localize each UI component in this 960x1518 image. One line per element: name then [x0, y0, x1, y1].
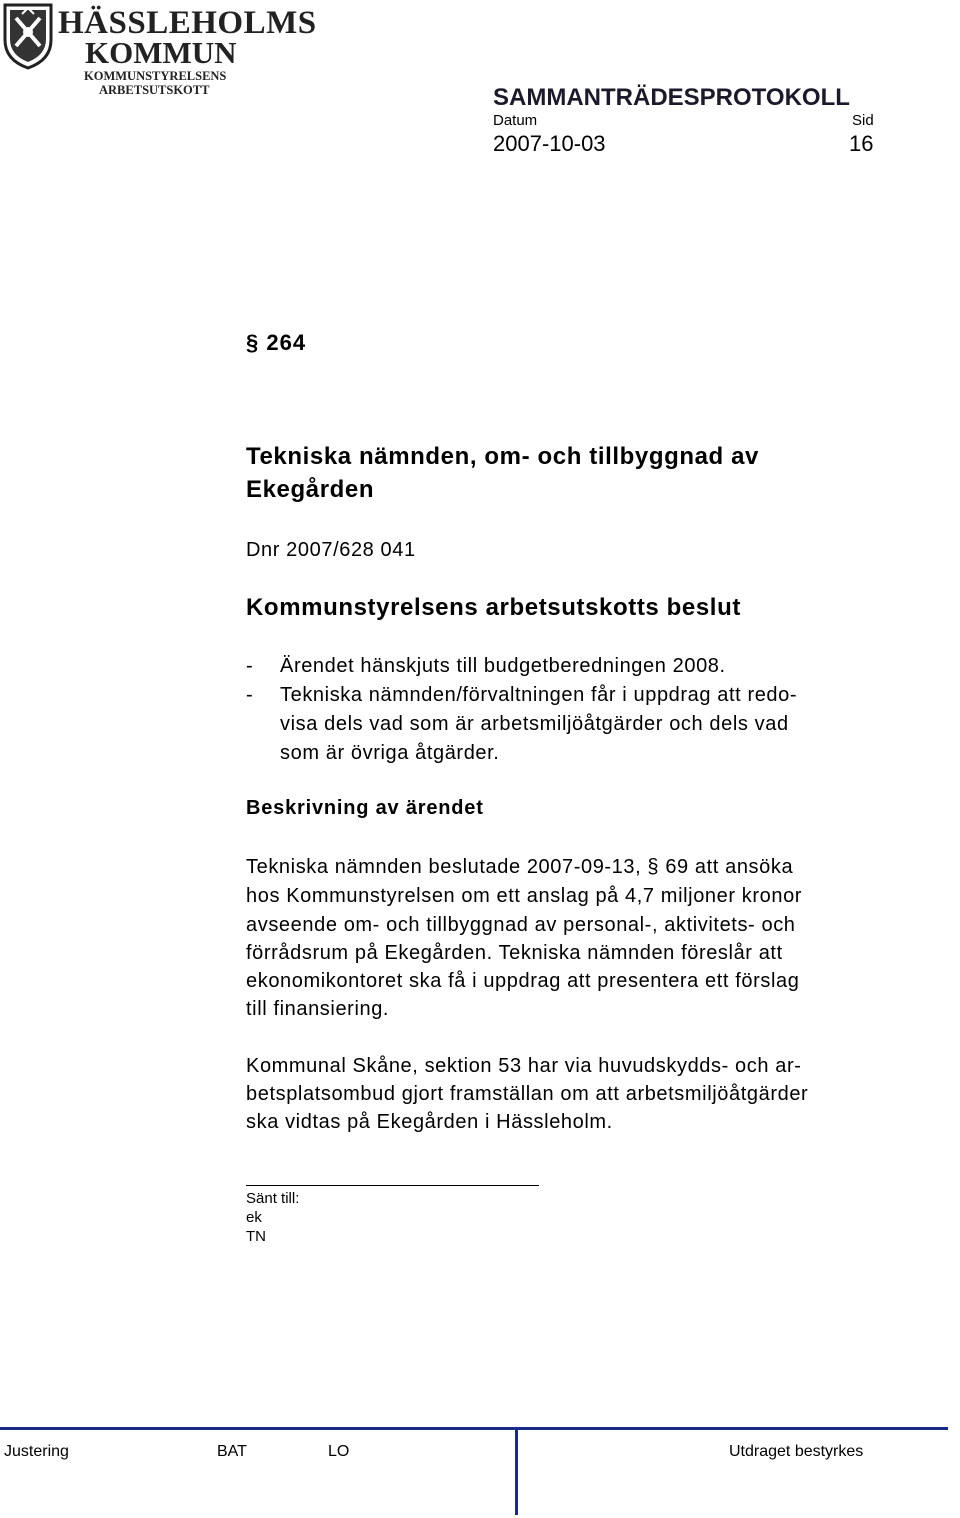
footer-divider: [515, 1427, 518, 1515]
date-value: 2007-10-03: [493, 131, 606, 156]
decision-item-2-line2: visa dels vad som är arbetsmiljöåtgärder och dels vad: [280, 713, 789, 735]
sent-to-recipient-2: TN: [246, 1228, 266, 1245]
description-p1-line5: ekonomikontoret ska få i uppdrag att presentera ett förslag: [246, 970, 800, 992]
description-p2-line2: betsplatsombud gjort framställan om att arbetsmiljöåtgärder: [246, 1083, 809, 1105]
sent-to-divider: [246, 1185, 539, 1186]
sent-to-recipient-1: ek: [246, 1209, 262, 1226]
org-name-line3: KOMMUNSTYRELSENS: [84, 69, 227, 83]
description-heading: Beskrivning av ärendet: [246, 797, 484, 819]
footer-signature-1: BAT: [217, 1443, 247, 1460]
sent-to-label: Sänt till:: [246, 1190, 300, 1207]
date-label: Datum: [493, 112, 538, 129]
org-name-line1: HÄSSLEHOLMS: [58, 5, 317, 41]
footer-signature-2: LO: [328, 1443, 350, 1460]
footer-certified: Utdraget bestyrkes: [729, 1443, 864, 1460]
section-number: § 264: [246, 330, 307, 355]
description-p2-line1: Kommunal Skåne, sektion 53 har via huvudskydds- och ar-: [246, 1055, 802, 1077]
description-p1-line3: avseende om- och tillbyggnad av personal-, aktivitets- och: [246, 914, 796, 936]
coat-of-arms-icon: [2, 2, 54, 70]
decision-item-2-dash: -: [246, 684, 254, 706]
description-p1-line2: hos Kommunstyrelsen om ett anslag på 4,7 miljoner kronor: [246, 885, 803, 907]
org-name-line4: ARBETSUTSKOTT: [99, 83, 210, 97]
decision-item-1: Ärendet hänskjuts till budgetberedningen 2008.: [280, 655, 726, 677]
description-p1-line4: förrådsrum på Ekegården. Tekniska nämnden föreslår att: [246, 942, 783, 964]
page-number: 16: [849, 131, 874, 156]
decision-item-2-line3: som är övriga åtgärder.: [280, 742, 500, 764]
footer-justering: Justering: [4, 1443, 69, 1460]
org-name-line2: KOMMUN: [85, 35, 237, 70]
decision-item-1-dash: -: [246, 655, 254, 677]
description-p1-line1: Tekniska nämnden beslutade 2007-09-13, § 69 att ansöka: [246, 856, 794, 878]
decision-item-2-line1: Tekniska nämnden/förvaltningen får i uppdrag att redo-: [280, 684, 798, 706]
dnr: Dnr 2007/628 041: [246, 539, 416, 561]
description-p2-line3: ska vidtas på Ekegården i Hässleholm.: [246, 1111, 613, 1133]
municipality-logo: [2, 2, 317, 100]
page-label: Sid: [852, 112, 874, 129]
document-title: SAMMANTRÄDESPROTOKOLL: [493, 84, 850, 111]
item-title-line1: Tekniska nämnden, om- och tillbyggnad av: [246, 443, 759, 470]
footer-rule: [0, 1427, 948, 1430]
decision-heading: Kommunstyrelsens arbetsutskotts beslut: [246, 594, 741, 621]
item-title-line2: Ekegården: [246, 476, 375, 503]
description-p1-line6: till finansiering.: [246, 998, 390, 1020]
